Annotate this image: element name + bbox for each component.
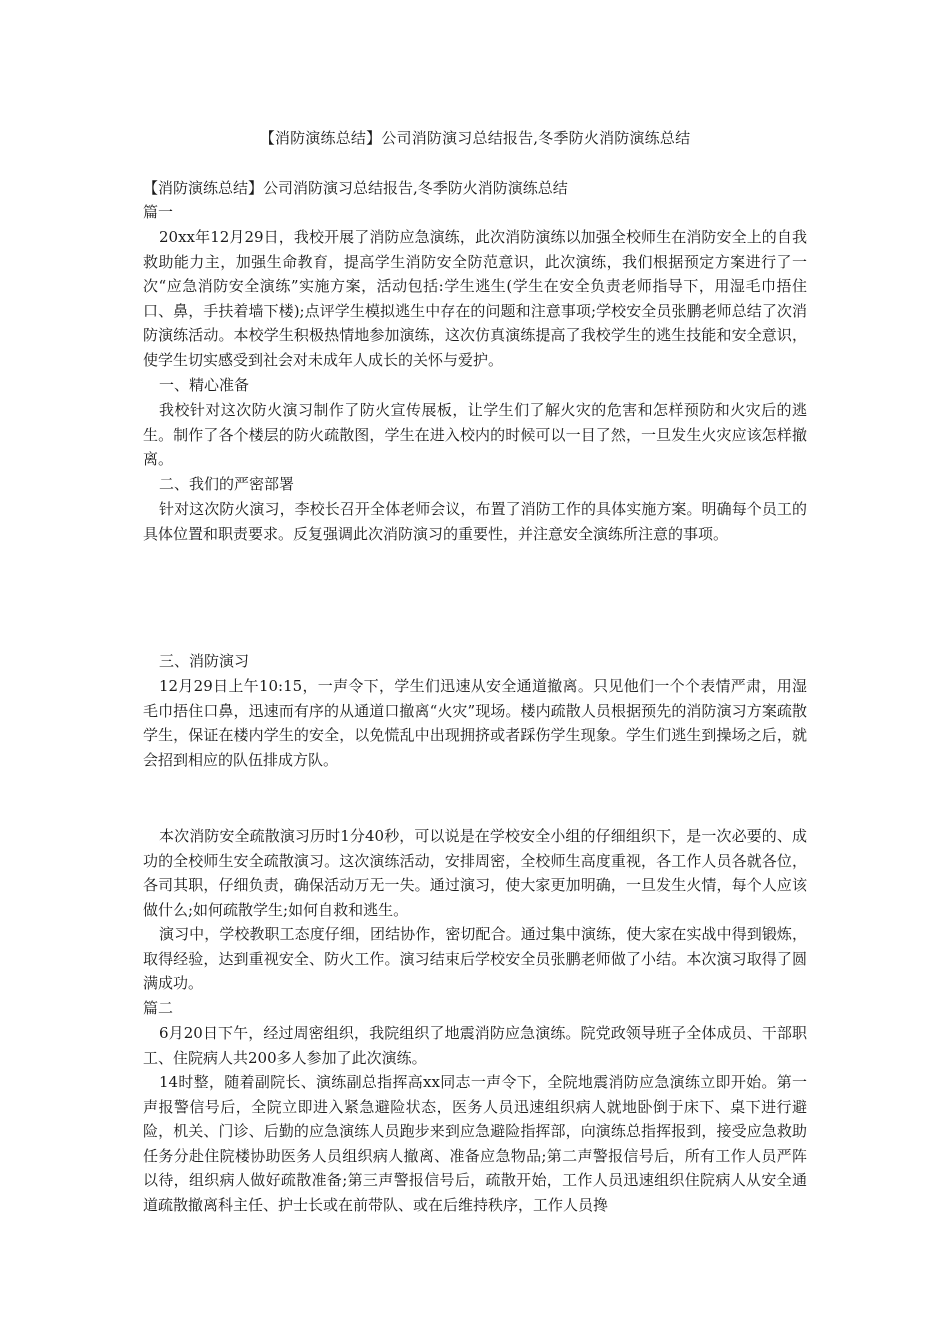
section-label-1: 篇一 bbox=[143, 203, 174, 221]
paragraph-earthquake-intro: 6月20日下午，经过周密组织，我院组织了地震消防应急演练。院党政领导班子全体成员、干部职工、住院病人共200多人参加了此次演练。 bbox=[143, 1024, 807, 1067]
paragraph-conclusion: 演习中，学校教职工态度仔细，团结协作，密切配合。通过集中演练，使大家在实战中得到锻炼，取得经验，达到重视安全、防火工作。演习结束后学校安全员张鹏老师做了小结。本次演习取得了圆满成功。 bbox=[143, 925, 807, 993]
document-subtitle: 【消防演练总结】公司消防演习总结报告,冬季防火消防演练总结 bbox=[143, 179, 568, 197]
paragraph-drill: 12月29日上午10:15，一声令下，学生们迅速从安全通道撤离。只见他们一个个表情严肃，用湿毛巾捂住口鼻，迅速而有序的从通道口撤离“火灾”现场。楼内疏散人员根据预先的消防演习方案疏散学生，保证在楼内学生的安全，以免慌乱中出现拥挤或者踩伤学生现象。学生们逃生到操场之后，就会招到相应的队伍排成方队。 bbox=[143, 677, 807, 769]
heading-drill: 三、消防演习 bbox=[159, 652, 250, 670]
heading-deployment: 二、我们的严密部署 bbox=[159, 475, 295, 493]
page-title: 【消防演练总结】公司消防演习总结报告,冬季防火消防演练总结 bbox=[259, 129, 691, 147]
paragraph-earthquake-detail: 14时整，随着副院长、演练副总指挥高xx同志一声令下，全院地震消防应急演练立即开始。第一声报警信号后，全院立即进入紧急避险状态，医务人员迅速组织病人就地卧倒于床下、桌下进行避险，机关、门诊、后勤的应急演练人员跑步来到应急避险指挥部，向演练总指挥报到，接受应急救助任务分赴住院楼协助医务人员组织病人撤离、准备应急物品;第二声警报信号后，所有工作人员严阵以待，组织病人做好疏散准备;第三声警报信号后，疏散开始，工作人员迅速组织住院病人从安全通道疏散撤离科主任、护士长或在前带队、或在后维持秩序，工作人员搀 bbox=[143, 1073, 807, 1214]
paragraph-deployment: 针对这次防火演习，李校长召开全体老师会议，布置了消防工作的具体实施方案。明确每个员工的具体位置和职责要求。反复强调此次消防演习的重要性，并注意安全演练所注意的事项。 bbox=[143, 500, 807, 543]
paragraph-summary: 本次消防安全疏散演习历时1分40秒，可以说是在学校安全小组的仔细组织下，是一次必要的、成功的全校师生安全疏散演习。这次演练活动，安排周密，全校师生高度重视，各工作人员各就各位，各司其职，仔细负责，确保活动万无一失。通过演习，使大家更加明确，一旦发生火情，每个人应该做什么;如何疏散学生;如何自救和逃生。 bbox=[143, 827, 807, 919]
heading-preparation: 一、精心准备 bbox=[159, 376, 250, 394]
section-label-2: 篇二 bbox=[143, 999, 174, 1017]
paragraph-preparation: 我校针对这次防火演习制作了防火宣传展板，让学生们了解火灾的危害和怎样预防和火灾后的逃生。制作了各个楼层的防火疏散图，学生在进入校内的时候可以一目了然，一旦发生火灾应该怎样撤离。 bbox=[143, 401, 807, 469]
paragraph-intro: 20xx年12月29日，我校开展了消防应急演练，此次消防演练以加强全校师生在消防安全上的自我救助能力主，加强生命教育，提高学生消防安全防范意识，此次演练，我们根据预定方案进行了一次“应急消防安全演练”实施方案，活动包括:学生逃生(学生在安全负责老师指导下，用湿毛巾捂住口、鼻，手扶着墙下楼);点评学生模拟逃生中存在的问题和注意事项;学校安全员张鹏老师总结了次消防演练活动。本校学生积极热情地参加演练，这次仿真演练提高了我校学生的逃生技能和安全意识，使学生切实感受到社会对未成年人成长的关怀与爱护。 bbox=[143, 228, 807, 369]
